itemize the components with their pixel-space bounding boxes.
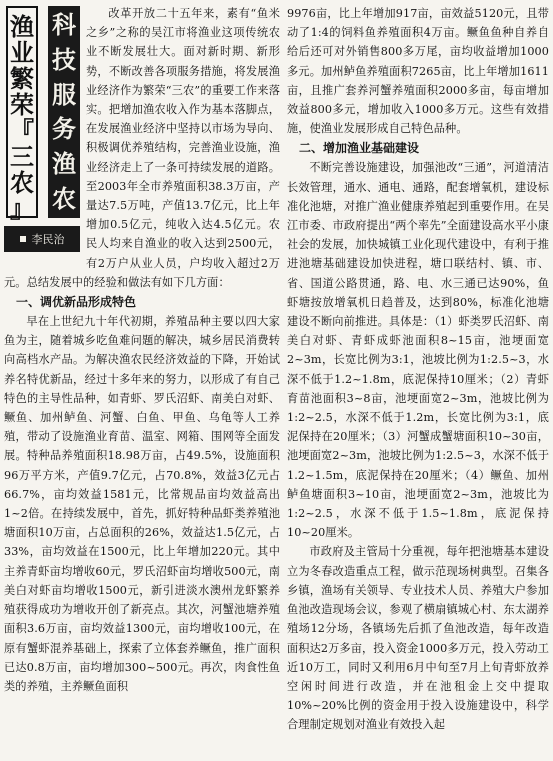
square-bullet-icon (20, 236, 26, 242)
article-title-block (4, 6, 80, 252)
title-char: 务 (52, 115, 76, 144)
article-intro (4, 4, 280, 292)
author-byline (4, 226, 80, 252)
paragraph-body: 不断完善设施建设，加强池改“三通”，河道清洁长效管理，通水、通电、通路，配套增氧机，建设标准化池塘，对推广渔业健康养殖起到重要作用。在吴江市委、市政府提出“两个率先”全面建设高水平小康社会的发展，加快城镇工业化现代建设中，有利于推进池塘基础建设加快进程，塘口联结村、镇、市、省、国道公路贯通，路、电、水三通已达90%，鱼虾塘按放增氧机日趋普及，达到80%，标准化池塘建设不断向前推进。具体是：（1）虾类罗氏沼虾、南美白对虾、青虾成虾池面积8~15亩，池埂面宽2~3m，长宽比例为3:1，池坡比例为1:2.5~3，水深不低于1.2~1.8m，底泥保持10厘米；（2）青虾育苗池面积3~8亩，池埂面宽2~3m，池坡比例为1:2~2.5，水深不低于1.2m，长宽比例为3:1，底泥保持在20厘米；（3）河蟹成蟹塘面积10~30亩，池埂面宽2~3m，池坡比例为1:2.5~3，水深不低于1.2~1.5m，底泥保持在20厘米；（4）鳜鱼、加州鲈鱼塘面积3~10亩，池埂面宽2~3m，池坡比为1:2~2.5，水深不低于1.5~1.8m，底泥保持10~20厘米。 (287, 161, 549, 540)
title-main (6, 6, 38, 223)
title-sub (48, 6, 80, 218)
paragraph-continued: 9976亩，比上年增加917亩，亩效益5120元，且带动了1:4的饲料鱼养殖面积4万亩。鳜鱼鱼种自养自给后还可对外销售800多万尾，亩均收益增加1000多元。加州鲈鱼养殖面积7265亩，比上年增加1611亩，且推广套养河蟹养殖面积2000多亩，每亩增加效益800多元，增加收入1000多万元。这些有效措施，使渔业发展形成自己特色品种。 (287, 7, 549, 136)
title-char: 三 (10, 143, 34, 171)
title-char: 业 (10, 39, 34, 67)
title-char: 荣 (10, 91, 34, 119)
section-heading-2: 二、增加渔业基础建设 (299, 141, 420, 156)
author-name: 李民治 (31, 233, 65, 246)
title-char: 农 (10, 169, 34, 197)
section-heading-1: 一、调优新品形成特色 (16, 295, 137, 310)
title-char: 渔 (52, 150, 76, 179)
title-char: 服 (52, 80, 76, 109)
title-char: 』 (10, 195, 34, 223)
title-char: 『 (10, 117, 34, 145)
title-char: 农 (52, 184, 76, 213)
title-char: 繁 (10, 65, 34, 93)
paragraph-body: 早在上世纪九十年代初期，养殖品种主要以四大家鱼为主，随着城乡吃鱼难问题的解决，城乡居民消费转向高档水产品。为解决渔农民经济效益的下降，开始试养名特优新品，经过十多年来的努力，以形成了有自己特色的主导性品种，如青虾、罗氏沼虾、南美白对虾、鳜鱼、加州鲈鱼、河蟹、白鱼、甲鱼、乌龟等人工养殖，带动了设施渔业育苗、温室、网箱、围网等全面发展。特种品养殖面积18.98万亩，占49.5%，设施面积96万平方米，产值9.7亿元，占70.8%，效益3亿元占66.7%，亩均效益1581元，比常规品亩均效益高出1~2倍。在持续发展中，首先，抓好特种品虾类养殖池塘面积10万亩，占总面积的26%，效益达1.5亿元，占33%，亩均效益在1500元，比上年增加220元。其中主养青虾亩均增收60元，罗氏沼虾亩均增收500元，南美白对虾亩均增收1500元，新引进淡水澳州龙虾繁养殖获得成功为增收开创了新亮点。其次，河蟹池塘养殖面积3.6万亩，亩均效益1300元，亩均增收100元，在原有蟹虾混养基础上，探索了立体套养鳜鱼，推广面积已达0.8万亩，亩均增加300~500元。再次，肉食性鱼类的养殖，主养鳜鱼面积 (4, 315, 280, 693)
title-char: 技 (52, 45, 76, 74)
right-column (287, 4, 549, 757)
paragraph-body: 市政府及主管局十分重视，每年把池塘基本建设立为冬春改造重点工程，做示范现场树典型。召集各乡镇，渔场有关领导、专业技术人员、养殖大户参加鱼池改造现场会议，参观了横扇镇城心村、东太湖养殖场12分场，各镇场先后抓了鱼池改造，每年改造面积达2万多亩，投入资金1000多万元，投入劳动工近10万工，同时又利用6月中旬至7月上旬青虾放养空闲时间进行改造，并在池租金上交中提取10%~20%比例的资金用于投入设施建设中，科学合理制定规划对渔业有效投入起 (287, 545, 549, 732)
paragraph-intro: 改革开放二十五年来，素有“鱼米之乡”之称的吴江市将渔业这项传统农业不断发展壮大。面对新时期、新形势，不断改善各项服务措施，将发展渔业经济作为繁荣“三农”的重要工作来落实。把增加渔农收入作为基本落脚点，在发展渔业经济中坚持以市场为导向、积极调优养殖结构，完善渔业设施，渔业经济走上了一条可持续发展的道路。至2003年全市养殖面积38.3万亩，产量达7.5万吨，产值13.7亿元，比上年增加0.5亿元，纯收入达4.5亿元。农民人均来自渔业的收入达到2500元，有2万户从业人员，户均收入超过2万元。总结发展中的经验和做法有如下几方面： (4, 7, 280, 289)
title-char: 科 (52, 11, 76, 39)
title-char: 渔 (10, 13, 34, 41)
left-column (4, 4, 280, 757)
